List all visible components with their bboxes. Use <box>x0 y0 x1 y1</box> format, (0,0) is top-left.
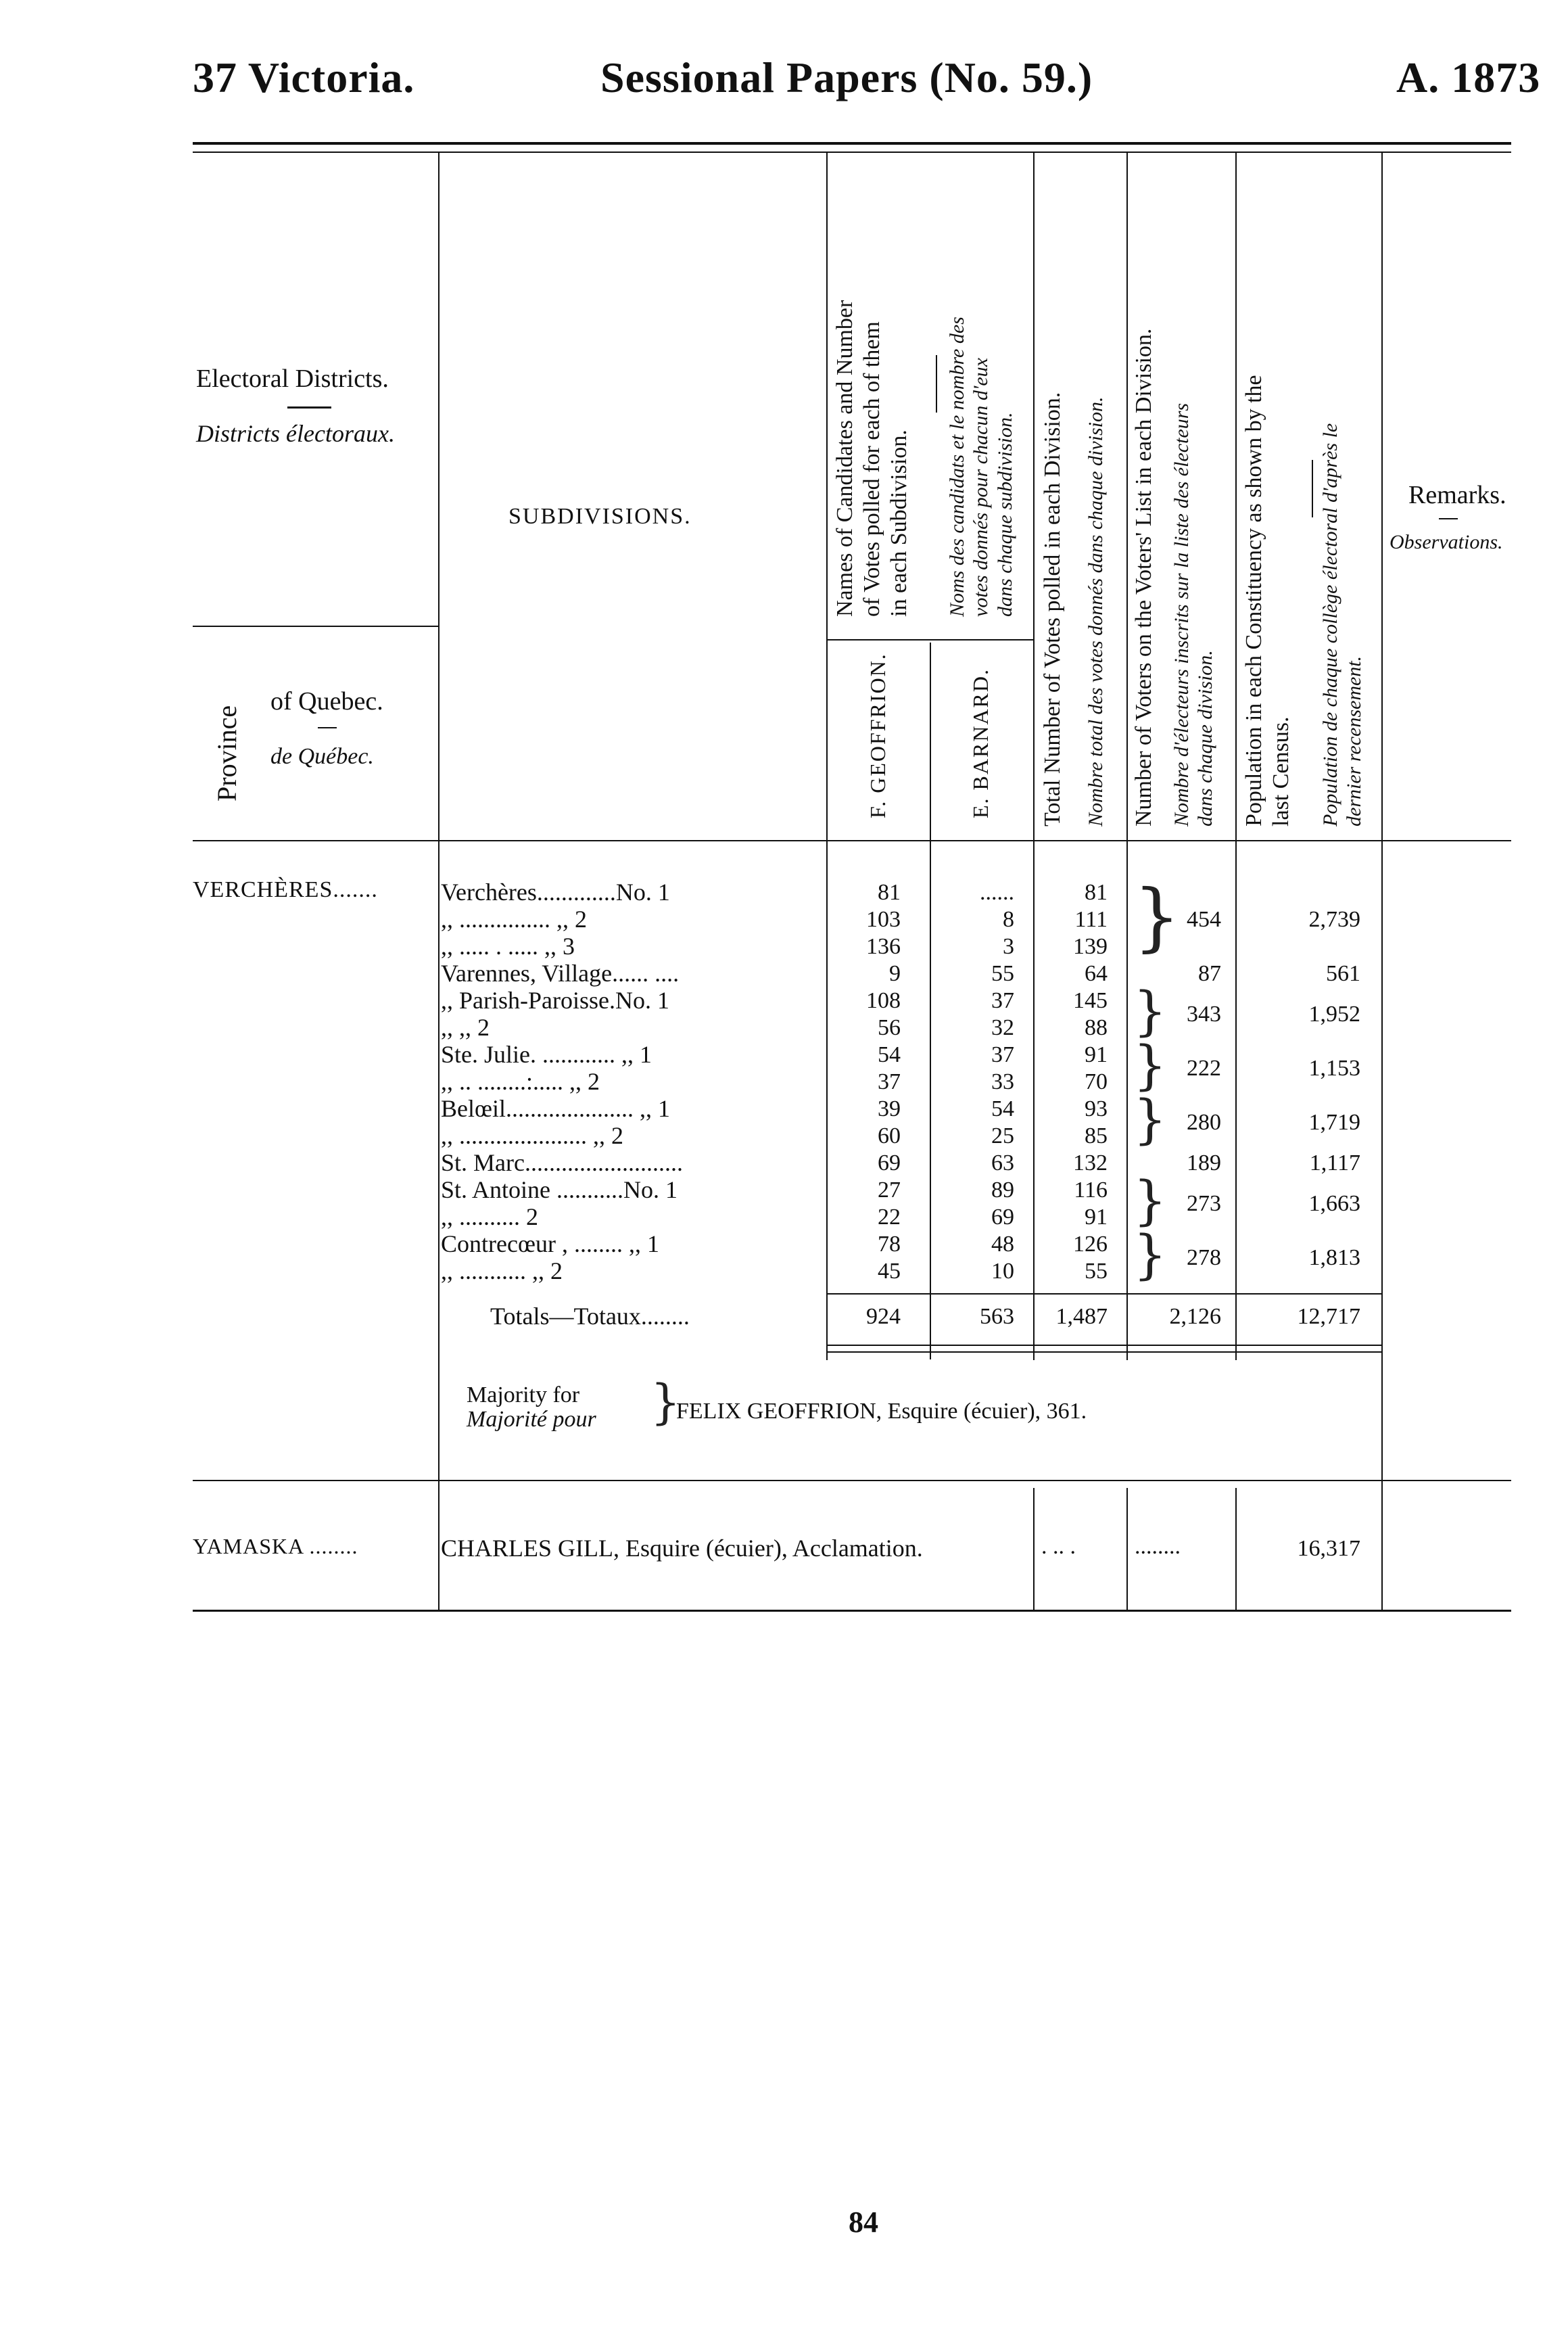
voters-header: Number of Voters on the Voters' List in each Division. <box>1131 328 1156 826</box>
totals-bottom-rule-2 <box>826 1351 1381 1353</box>
candidates-header-en: Names of Candidates and Number of Votes polled for each of them in each Subdivision. <box>832 300 912 617</box>
total-votes-header-fr: Nombre total des votes donnés dans chaque division. <box>1085 396 1107 826</box>
votes-geoffrion: 9 <box>889 961 901 986</box>
district-vercheres: VERCHÈRES....... <box>193 877 378 902</box>
subdivision-name: Varennes, Village...... .... <box>441 960 680 987</box>
votes-geoffrion: 39 <box>878 1096 901 1121</box>
votes-geoffrion: 45 <box>878 1259 901 1284</box>
subdivision-name: ,, ............... ,, 2 <box>441 906 587 933</box>
population-count: 1,117 <box>1309 1150 1360 1175</box>
votes-barnard: 25 <box>991 1123 1014 1148</box>
voters-count: 87 <box>1198 961 1221 986</box>
header-left: 37 Victoria. <box>193 53 415 101</box>
population-header-dash <box>1312 460 1313 517</box>
yamaska-population: 16,317 <box>1297 1536 1360 1561</box>
voters-count: 189 <box>1187 1150 1221 1175</box>
population-header: Population in each Constituency as shown by the last Census. <box>1241 375 1294 826</box>
totals-voters: 2,126 <box>1169 1304 1221 1329</box>
votes-geoffrion: 108 <box>866 988 901 1013</box>
subdivision-name: ,, ,, 2 <box>441 1015 490 1041</box>
votes-total: 64 <box>1085 961 1108 986</box>
voters-count: 280 <box>1187 1110 1221 1135</box>
remarks-label: Remarks. <box>1408 481 1506 509</box>
province-name: of Quebec. <box>270 687 383 716</box>
remarks-dash <box>1439 518 1458 519</box>
votes-geoffrion: 60 <box>878 1123 901 1148</box>
group-brace: } <box>1133 872 1181 960</box>
subdivision-name: Contrecœur , ........ ,, 1 <box>441 1231 659 1257</box>
header-right: A. 1873 <box>1396 53 1541 101</box>
group-brace: } <box>1133 1035 1167 1097</box>
votes-total: 126 <box>1073 1232 1108 1257</box>
votes-barnard: 37 <box>991 988 1014 1013</box>
vline-remarks <box>1381 153 1383 1610</box>
majority-text: FELIX GEOFFRION, Esquire (écuier), 361. <box>676 1399 1087 1424</box>
votes-total: 145 <box>1073 988 1108 1013</box>
page-number: 84 <box>849 2206 878 2239</box>
subdivisions-label: SUBDIVISIONS. <box>508 504 692 529</box>
subdivision-name: ,, .......... 2 <box>441 1204 538 1230</box>
votes-barnard: 69 <box>991 1205 1014 1230</box>
totals-total: 1,487 <box>1055 1304 1108 1329</box>
population-count: 1,719 <box>1308 1110 1360 1135</box>
majority-brace: } <box>650 1374 681 1430</box>
subdivision-name: St. Marc.......................... <box>441 1150 683 1176</box>
voters-header-fr: Nombre d'électeurs inscrits sur la liste des électeurs dans chaque division. <box>1170 402 1217 826</box>
votes-total: 91 <box>1085 1205 1108 1230</box>
voters-count: 278 <box>1187 1245 1221 1270</box>
votes-barnard: 63 <box>991 1150 1014 1175</box>
subdivision-name: ,, ..................... ,, 2 <box>441 1123 623 1149</box>
votes-barnard: 89 <box>991 1178 1014 1203</box>
votes-barnard: 37 <box>991 1042 1014 1067</box>
remarks-fr: Observations. <box>1389 531 1503 553</box>
totals-bottom-rule-1 <box>826 1345 1381 1346</box>
votes-total: 88 <box>1085 1015 1108 1040</box>
totals-top-rule <box>826 1293 1381 1295</box>
votes-total: 81 <box>1085 880 1108 905</box>
totals-population: 12,717 <box>1297 1304 1360 1329</box>
candidate-barnard-header: E. BARNARD. <box>968 668 993 818</box>
subdivision-name: St. Antoine ...........No. 1 <box>441 1177 678 1203</box>
population-count: 561 <box>1326 961 1360 986</box>
cand-subheader-rule <box>826 639 1033 640</box>
population-header-fr: Population de chaque collège électoral d'après le dernier recensement. <box>1319 423 1366 826</box>
votes-total: 70 <box>1085 1069 1108 1094</box>
district-yamaska: YAMASKA ........ <box>193 1534 358 1558</box>
total-votes-header: Total Number of Votes polled in each Division. <box>1040 392 1065 826</box>
yamaska-dots-total: . .. . <box>1041 1534 1076 1559</box>
yamaska-text: CHARLES GILL, Esquire (écuier), Acclamation. <box>441 1535 923 1562</box>
province-label: Province <box>212 705 242 801</box>
candidate-geoffrion-header: F. GEOFFRION. <box>865 653 890 818</box>
votes-total: 132 <box>1073 1150 1108 1175</box>
subdivision-name: ,, ........... ,, 2 <box>441 1258 563 1284</box>
voters-count: 454 <box>1187 907 1221 932</box>
population-count: 1,813 <box>1308 1245 1360 1270</box>
province-dash <box>318 727 337 728</box>
voters-count: 222 <box>1187 1056 1221 1081</box>
top-rule-2 <box>193 152 1511 153</box>
electoral-districts-label: Electoral Districts. <box>196 365 389 393</box>
votes-total: 85 <box>1085 1123 1108 1148</box>
votes-barnard: 3 <box>1003 934 1014 959</box>
voters-count: 273 <box>1187 1191 1221 1216</box>
yamaska-vline-total <box>1033 1488 1035 1610</box>
top-rule-1 <box>193 142 1511 145</box>
votes-barnard: 48 <box>991 1232 1014 1257</box>
voters-count: 343 <box>1187 1002 1221 1027</box>
votes-barnard: 33 <box>991 1069 1014 1094</box>
section-rule <box>193 1480 1511 1481</box>
group-brace: } <box>1133 981 1167 1043</box>
population-count: 1,153 <box>1308 1056 1360 1081</box>
candidates-header-dash <box>936 355 937 413</box>
votes-total: 55 <box>1085 1259 1108 1284</box>
vline-population <box>1235 153 1237 1360</box>
votes-geoffrion: 27 <box>878 1178 901 1203</box>
votes-total: 91 <box>1085 1042 1108 1067</box>
votes-total: 93 <box>1085 1096 1108 1121</box>
votes-geoffrion: 56 <box>878 1015 901 1040</box>
vline-district <box>438 153 439 1610</box>
votes-barnard: 10 <box>991 1259 1014 1284</box>
votes-geoffrion: 22 <box>878 1205 901 1230</box>
population-count: 1,663 <box>1308 1191 1360 1216</box>
votes-geoffrion: 103 <box>866 907 901 932</box>
votes-barnard: 55 <box>991 961 1014 986</box>
group-brace: } <box>1133 1090 1167 1151</box>
subdivision-name: ,, Parish-Paroisse.No. 1 <box>441 987 669 1014</box>
votes-total: 116 <box>1074 1178 1108 1203</box>
electoral-districts-dash <box>287 406 331 409</box>
votes-geoffrion: 81 <box>878 880 901 905</box>
totals-geoffrion: 924 <box>866 1304 901 1329</box>
vline-voters <box>1126 153 1128 1360</box>
votes-total: 139 <box>1073 934 1108 959</box>
votes-barnard: ...... <box>980 880 1014 905</box>
yamaska-dots-voters: ........ <box>1135 1534 1181 1559</box>
header-bottom-rule <box>193 840 1511 841</box>
votes-total: 111 <box>1074 907 1108 932</box>
votes-geoffrion: 78 <box>878 1232 901 1257</box>
votes-geoffrion: 136 <box>866 934 901 959</box>
province-name-fr: de Québec. <box>270 744 374 769</box>
subdivision-name: Ste. Julie. ............ ,, 1 <box>441 1042 652 1068</box>
group-brace: } <box>1133 1225 1167 1286</box>
population-count: 2,739 <box>1308 907 1360 932</box>
votes-barnard: 54 <box>991 1096 1014 1121</box>
totals-label: Totals—Totaux........ <box>490 1303 690 1330</box>
subdivision-name: Belœil..................... ,, 1 <box>441 1096 670 1122</box>
totals-barnard: 563 <box>980 1304 1014 1329</box>
votes-barnard: 32 <box>991 1015 1014 1040</box>
subdivision-name: ,, ..... . ..... ,, 3 <box>441 933 575 960</box>
votes-geoffrion: 54 <box>878 1042 901 1067</box>
candidates-header-fr: Noms des candidats et le nombre des votes donnés pour chacun d'eux dans chaque subdivision. <box>946 317 1016 617</box>
population-count: 1,952 <box>1308 1002 1360 1027</box>
yamaska-vline-voters <box>1126 1488 1128 1610</box>
majority-label: Majority for Majorité pour <box>467 1382 596 1432</box>
subdivision-name: Verchères.............No. 1 <box>441 879 670 906</box>
bottom-rule <box>193 1610 1511 1612</box>
province-rule <box>193 626 438 627</box>
votes-barnard: 8 <box>1003 907 1014 932</box>
group-brace: } <box>1133 1171 1167 1232</box>
header-center: Sessional Papers (No. 59.) <box>600 53 1093 101</box>
votes-geoffrion: 69 <box>878 1150 901 1175</box>
electoral-districts-fr: Districts électoraux. <box>196 420 395 447</box>
subdivision-name: ,, .. ........:..... ,, 2 <box>441 1069 600 1095</box>
votes-geoffrion: 37 <box>878 1069 901 1094</box>
